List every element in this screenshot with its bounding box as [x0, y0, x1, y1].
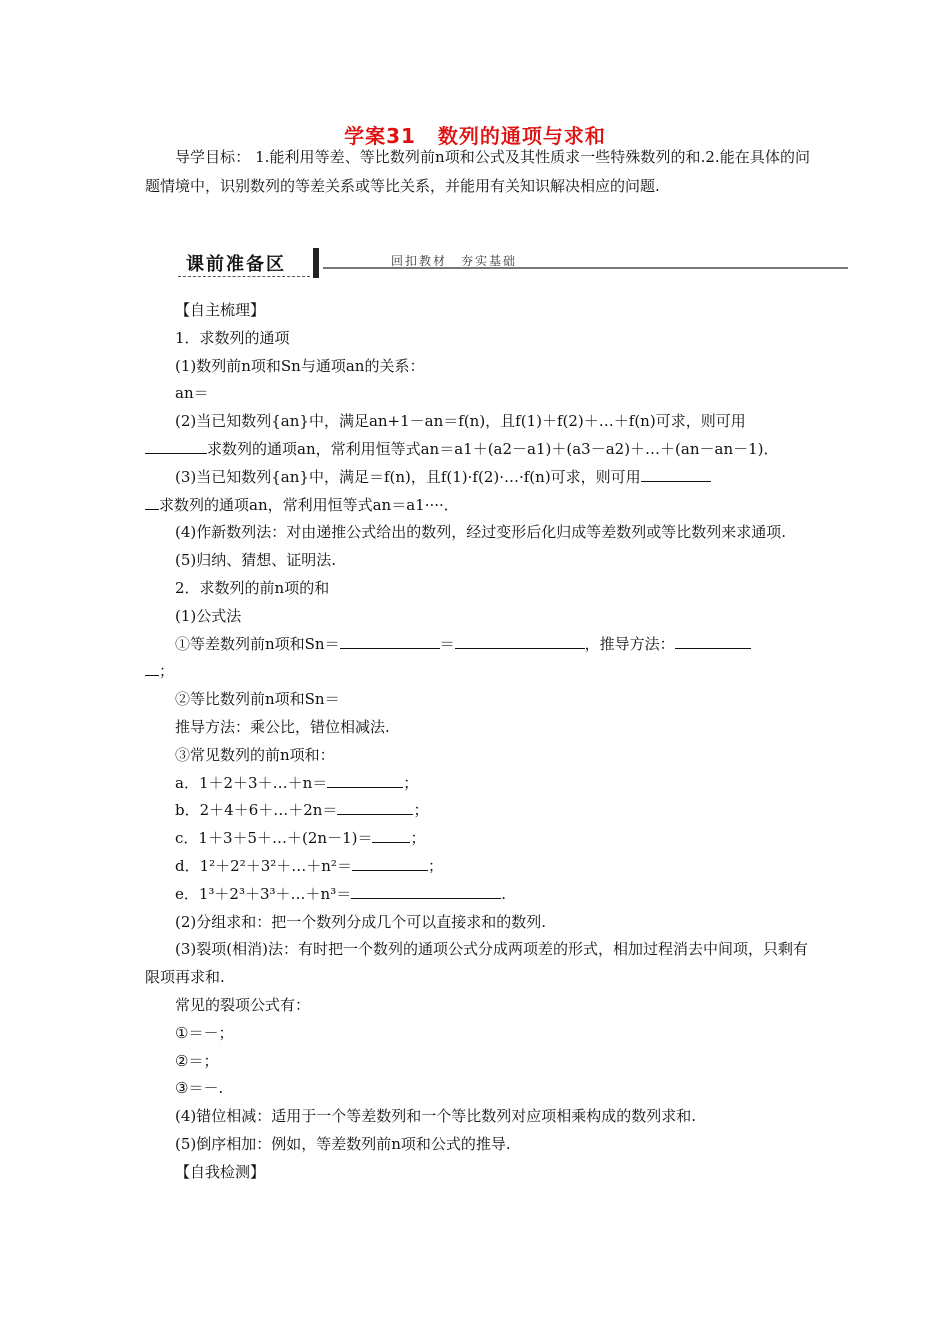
item-group-sum: (2)分组求和：把一个数列分成几个可以直接求和的数列. — [175, 912, 547, 931]
text: (3)当已知数列{an}中，满足＝f(n)，且f(1)·f(2)·…·f(n)可求，则可用 — [175, 467, 641, 486]
item-product-2 — [145, 492, 810, 520]
item-accumulation-2 — [145, 436, 810, 464]
item-common-split: 常见的裂项公式有： — [175, 995, 311, 1014]
text: (2)当已知数列{an}中，满足an+1－an＝f(n)，且f(1)＋f(2)＋…＋f(n)可求，则可用 — [175, 412, 746, 431]
blank-method[interactable] — [145, 439, 207, 454]
common-sum-e — [145, 881, 810, 909]
punct: ； — [403, 773, 419, 792]
item-product-1 — [145, 464, 810, 492]
banner-dashed-underline — [178, 276, 310, 277]
text: d．1²＋2²＋3²＋…＋n²＝ — [175, 856, 352, 875]
heading-general-term: 1．求数列的通项 — [175, 328, 290, 347]
banner-divider-bar — [313, 248, 319, 278]
item-reverse-add: (5)倒序相加：例如，等差数列前n项和公式的推导. — [175, 1134, 511, 1153]
item-geometric-derivation: 推导方法：乘公比，错位相减法. — [175, 717, 390, 736]
learning-goal: 导学目标： 1.能利用等差、等比数列前n项和公式及其性质求一些特殊数列的和.2.能在具体的问题情境中，识别数列的等差关系或等比关系，并能用有关知识解决相应的问题. — [145, 148, 810, 195]
item-shift-subtract: (4)错位相减：适用于一个等差数列和一个等比数列对应项相乘构成的数列求和. — [175, 1107, 697, 1126]
blank-derivation[interactable] — [675, 634, 751, 649]
blank-derivation-cont[interactable] — [145, 661, 159, 676]
item-accumulation-1 — [145, 408, 810, 436]
banner-subtitle: 回扣教材 夯实基础 — [391, 254, 518, 268]
split-formula-3: ③＝－. — [175, 1079, 224, 1098]
item-telescoping: (3)裂项(相消)法：有时把一个数列的通项公式分成两项差的形式，相加过程消去中间项，只剩有限项再求和. — [145, 940, 808, 987]
heading-partial-sum: 2．求数列的前n项的和 — [175, 578, 330, 597]
banner-title: 课前准备区 — [186, 254, 286, 275]
blank-sn-1[interactable] — [340, 634, 440, 649]
text: c．1＋3＋5＋…＋(2n－1)＝ — [175, 829, 373, 848]
split-formula-1: ①＝－； — [175, 1023, 234, 1042]
item-induction: (5)归纳、猜想、证明法. — [175, 551, 337, 570]
text: ＝ — [439, 634, 455, 653]
text: b．2＋4＋6＋…＋2n＝ — [175, 801, 338, 820]
title-topic: 数列的通项与求和 — [437, 124, 606, 148]
blank-method[interactable] — [641, 467, 711, 482]
item-geometric-sum: ②等比数列前n项和Sn＝ — [175, 690, 340, 709]
document-body — [145, 297, 810, 1187]
text: ①等差数列前n项和Sn＝ — [175, 634, 340, 653]
item-new-sequence: (4)作新数列法：对由递推公式给出的数列，经过变形后化归成等差数列或等比数列来求通项. — [175, 523, 787, 542]
text: ，推导方法： — [584, 634, 675, 653]
blank-sum-b[interactable] — [337, 800, 413, 815]
common-sum-c — [145, 825, 810, 853]
item-formula-method: (1)公式法 — [175, 606, 242, 625]
punct: ； — [410, 829, 426, 848]
section-heading-self-review: 【自主梳理】 — [175, 301, 266, 319]
text: ； — [159, 662, 175, 681]
item-sn-an-relation: (1)数列前n项和Sn与通项an的关系： — [175, 356, 425, 375]
item-common-sums: ③常见数列的前n项和： — [175, 745, 335, 764]
blank-sum-c[interactable] — [372, 828, 410, 843]
punct: ； — [427, 856, 443, 875]
text: 求数列的通项an，常利用恒等式an＝a1····． — [159, 495, 459, 514]
blank-sum-d[interactable] — [352, 856, 428, 871]
blank-sn-2[interactable] — [455, 634, 585, 649]
common-sum-b — [145, 797, 810, 825]
punct: ； — [413, 801, 429, 820]
section-heading-self-check: 【自我检测】 — [175, 1162, 266, 1181]
common-sum-d — [145, 853, 810, 881]
item-an-equals: an＝ — [175, 384, 209, 403]
text: a．1＋2＋3＋…＋n＝ — [175, 773, 328, 792]
item-arithmetic-sum-cont — [145, 658, 810, 686]
blank-sum-e[interactable] — [351, 884, 501, 899]
text: e．1³＋2³＋3³＋…＋n³＝ — [175, 884, 352, 903]
item-arithmetic-sum — [145, 631, 810, 659]
common-sum-a — [145, 770, 810, 798]
section-banner — [178, 248, 848, 280]
split-formula-2: ②＝； — [175, 1051, 219, 1070]
punct: . — [501, 884, 507, 903]
text: 求数列的通项an，常利用恒等式an＝a1＋(a2－a1)＋(a3－a2)＋…＋(an－an－1)． — [207, 439, 779, 458]
title-case-number: 学案31 — [344, 124, 416, 148]
blank-sum-a[interactable] — [327, 773, 403, 788]
blank-method-cont[interactable] — [145, 495, 159, 510]
